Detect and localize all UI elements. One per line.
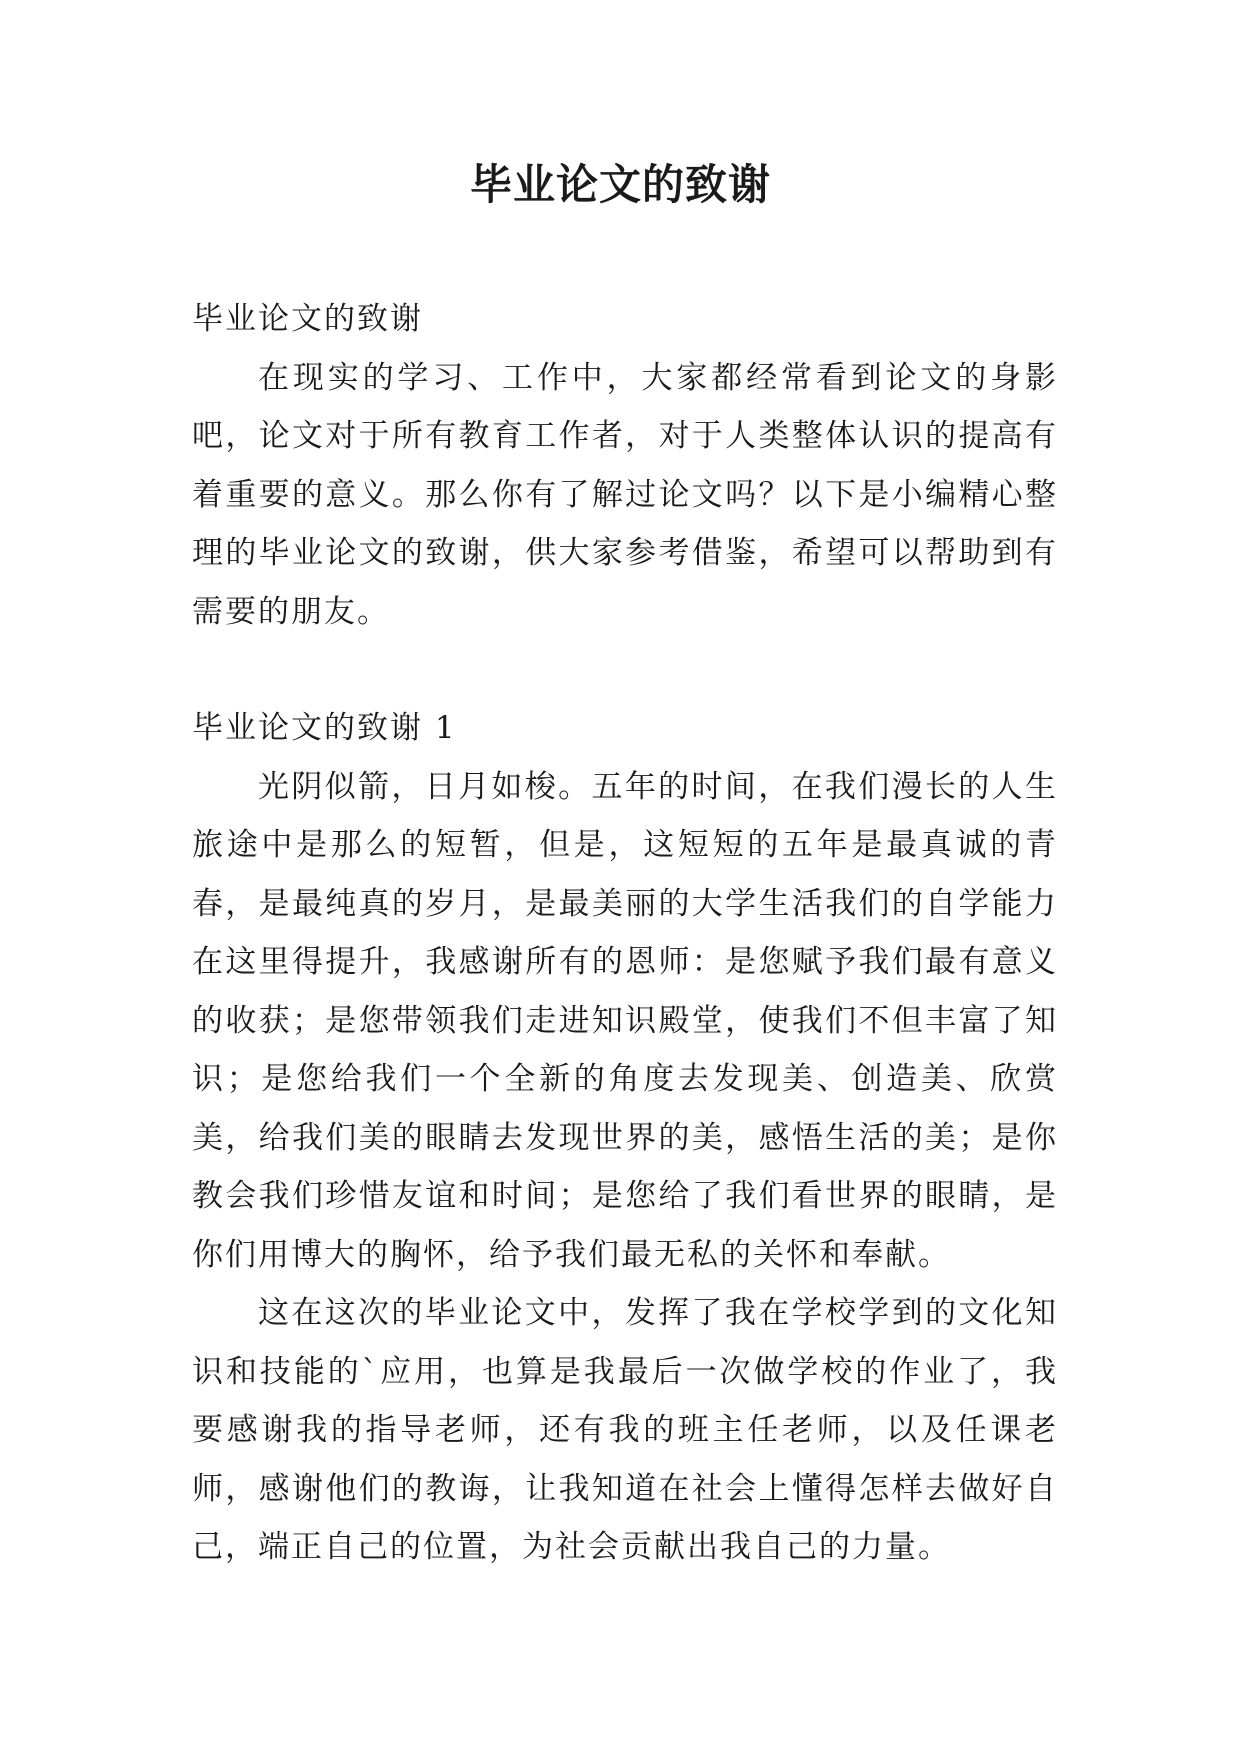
section-1-paragraph-2: 这在这次的毕业论文中，发挥了我在学校学到的文化知识和技能的`应用，也算是我最后一次做学校的作业了，我要感谢我的指导老师，还有我的班主任老师，以及任课老师，感谢他们的教诲，让我知道在社会上懂得怎样去做好自己，端正自己的位置，为社会贡献出我自己的力量。 <box>192 1295 1058 1565</box>
section-spacer <box>192 641 1058 699</box>
intro-heading: 毕业论文的致谢 <box>192 301 423 337</box>
document-title: 毕业论文的致谢 <box>469 160 771 209</box>
section-1-heading: 毕业论文的致谢 1 <box>192 710 457 746</box>
section-1-paragraph-1: 光阴似箭，日月如梭。五年的时间，在我们漫长的人生旅途中是那么的短暂，但是，这短短的五年是最真诚的青春，是最纯真的岁月，是最美丽的大学生活我们的自学能力在这里得提升，我感谢所有的恩师：是您赋予我们最有意义的收获；是您带领我们走进知识殿堂，使我们不但丰富了知识；是您给我们一个全新的角度去发现美、创造美、欣赏美，给我们美的眼睛去发现世界的美，感悟生活的美；是你教会我们珍惜友谊和时间；是您给了我们看世界的眼睛，是你们用博大的胸怀，给予我们最无私的关怀和奉献。 <box>192 768 1058 1273</box>
document-body <box>192 290 1058 1577</box>
intro-paragraph: 在现实的学习、工作中，大家都经常看到论文的身影吧，论文对于所有教育工作者，对于人类整体认识的提高有着重要的意义。那么你有了解过论文吗？以下是小编精心整理的毕业论文的致谢，供大家参考借鉴，希望可以帮助到有需要的朋友。 <box>192 359 1058 630</box>
